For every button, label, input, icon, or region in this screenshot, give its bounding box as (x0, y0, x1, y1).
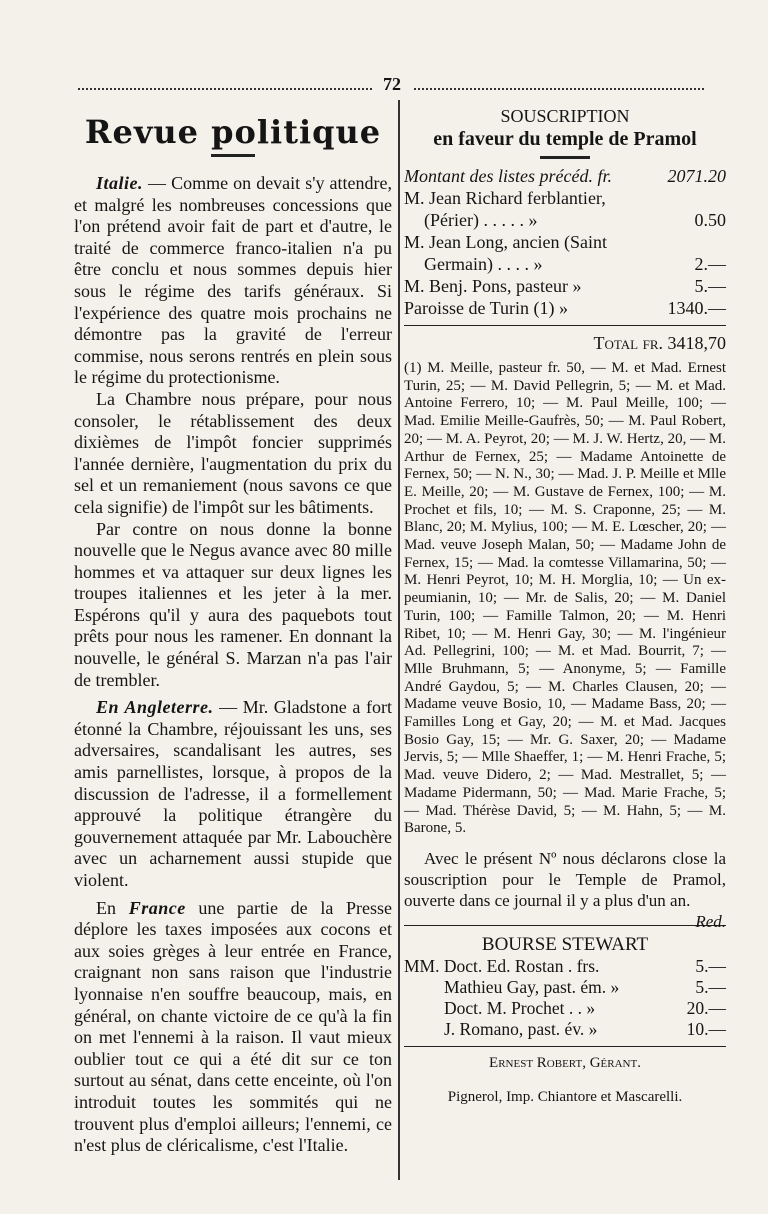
subscription-list (404, 165, 726, 319)
bourse-amount: 10.— (686, 1018, 726, 1039)
list-item (404, 275, 726, 297)
bourse-label: MM. Doct. Ed. Rostan . frs. (404, 955, 600, 976)
bourse-line (404, 998, 726, 1019)
bourse-line (404, 977, 726, 998)
printer-imprint: Pignerol, Imp. Chiantore et Mascarelli. (447, 1088, 683, 1105)
column-divider (398, 100, 400, 1180)
subscription-total (404, 332, 726, 354)
subscription-heading: SOUSCRIPTION (500, 106, 630, 126)
list-item (404, 165, 726, 187)
list-item (404, 297, 726, 319)
line-label: Germain) . . . . » (424, 254, 543, 274)
line-amount: 0.50 (694, 210, 726, 230)
line-label: Paroisse de Turin (1) » (404, 298, 569, 318)
paragraph-text: une partie de la Presse déplore les taxes imposées aux cocons et aux soies grèges à leur entrée en France, craignant non sans raison que l'industrie lyonnaise n'en souffre beaucoup, mais, en général, on chante victoire de ce qu'à la fin on met l'ennemi à la raison. Il vaut mieux oublier tout ce qui a été dit sur ce ton surtout au sénat, dans cette enceinte, où l'on introduit toutes les sommités qui ne trouvent plus d'emploi ailleurs; l'ennemi, ce n'est plus de cléricalisme, c'est l'Italie. (74, 897, 393, 1156)
title-rule (211, 154, 255, 157)
bourse-label: J. Romano, past. év. » (444, 1018, 598, 1039)
paragraph-text: — Mr. Gladstone a fort étonné la Chambre, réjouissant les uns, ses adversaires, scandalisant les autres, ses amis parnellistes, lorsque, à propos de la discussion de l'adresse, il a formellement approuvé la politique étrangère du gouvernement attaquée par Mr. Labouchère avec un acharnement aussi stupide que violent. (74, 697, 392, 890)
bourse-amount: 5.— (695, 976, 726, 997)
list-item (404, 253, 726, 275)
list-item (404, 231, 726, 253)
bourse-line (404, 1019, 726, 1040)
subscription-rule (540, 156, 590, 159)
right-column (404, 102, 726, 1107)
closing-notice (404, 848, 726, 931)
paragraph-lead: Italie. (96, 173, 143, 193)
line-label: M. Benj. Pons, pasteur » (404, 276, 582, 296)
line-amount: 5.— (694, 276, 726, 296)
paragraph-text: Par contre on nous donne la bonne nouvelle que le Negus avance avec 80 mille hommes et va attaquer sur deux lignes les troupes italiennes et les jeter à la mer. Espérons qu'il y aura des paquebots tout prêts pour nous les ramener. En donnant la nouvelle, le général S. Marzan n'a pas l'air de trembler. (74, 518, 392, 690)
closing-signature: Red. (695, 911, 726, 931)
total-label: Total fr. (593, 333, 663, 353)
bourse-amount: 5.— (695, 955, 726, 976)
bourse-line (404, 956, 726, 977)
bourse-label: Doct. M. Prochet . . » (444, 997, 596, 1018)
gerant-signature: Ernest Robert, Gérant. (489, 1054, 641, 1071)
paragraph-lead-pre: En (96, 897, 129, 918)
total-value: 3418,70 (667, 333, 726, 353)
line-amount: 2071.20 (667, 166, 726, 186)
line-label: M. Jean Long, ancien (Saint (404, 232, 607, 252)
section-title: Revue politique (84, 113, 382, 151)
total-rule (404, 325, 726, 326)
bourse-label: Mathieu Gay, past. ém. » (444, 976, 620, 997)
paragraph-text: La Chambre nous prépare, pour nous consoler, le rétablissement des deux dixièmes de l'impôt foncier supprimés l'année dernière, l'augmentation du prix du sel et un remaniement (nous savons ce que cela signifie) de l'impôt sur les bâtiments. (74, 388, 392, 517)
footnote: (1) M. Meille, pasteur fr. 50, — M. et Mad. Ernest Turin, 25; — M. David Pellegrin, 5; — M. et Mad. Antoine Ferrero, 10; — M. Paul Meille, 100; — Mad. Emilie Meille-Gaufrès, 50; — M. Paul Robert, 20; — M. A. Peyrot, 20; — M. J. W. Hertz, 20, — M. Arthur de Fernex, 25; — Madame Antoinette de Fernex, 50; — N. N., 30; — Mad. J. P. Meille et Mlle E. Meille, 20; — M. Gustave de Fernex, 100; — M. Prochet et fils, 10; — M. S. Craponne, 25; — M. Blanc, 20; M. Mylius, 100; — M. E. Lœscher, 20; — Mad. veuve Joseph Malan, 50; — Madame John de Fernex, 15; — Mad. la comtesse Villamarina, 50; — M. Henri Peyrot, 10; M. H. Morglia, 10; — Un ex-peumianin, 10; — Mr. de Salis, 20; — M. Daniel Turin, 100; — Famille Talmon, 20; — M. Henri Ribet, 10; — M. Henri Gay, 30; — M. l'ingénieur Ad. Pellegrini, 100; — M. et Mad. Bourrit, 7; — Mlle Bruhmann, 5; — Anonyme, 5; — Famille André Gaydou, 5; — M. Charles Clausen, 20; — Madame veuve Bosio, 10, — Madame Bass, 20; — Familles Long et Gay, 20; — M. et Mad. Jacques Bosio Gay, 15; — Mr. G. Saxer, 20; — Madame Jervis, 5; — Mlle Shaeffer, 1; — M. Henri Frache, 5; Mad. veuve Didero, 2; — Mad. Mestrallet, 5; — Madame Pidermann, 50; — Mad. Marie Frache, 5; — Mad. Thérèse David, 5; — M. Hahn, 5; — M. Barone, 5. (404, 360, 726, 837)
line-label: M. Jean Richard ferblantier, (404, 188, 606, 208)
line-label: (Périer) . . . . . » (424, 210, 538, 230)
bourse-amount: 20.— (686, 997, 726, 1018)
line-amount: 2.— (694, 254, 726, 274)
paragraph-angleterre (74, 697, 392, 891)
page-number: 72 (372, 74, 412, 95)
left-column (74, 102, 392, 1157)
paragraph-text: — Comme on devait s'y attendre, et malgré les nombreuses concessions que l'on prétend avoir fait de part et d'autre, le traité de commerce franco-italien n'a pu être conclu et nous sommes depuis hier sous le régime des tarifs généraux. Si l'expérience des quatre mois prochains ne démontre pas la gravité de l'erreur commise, nous serons rentrés en plein sous le régime du protectionisme. (74, 173, 392, 388)
paragraph-italie (74, 173, 392, 389)
closing-text: Avec le présent Nº nous déclarons close la souscription pour le Temple de Pramol, ouverte dans ce journal il y a plus d'un an. (404, 848, 726, 910)
paragraph-chambre (74, 389, 392, 519)
gerant-rule (404, 1046, 726, 1047)
paragraph-france (74, 898, 392, 1157)
paragraph-negus (74, 519, 392, 692)
list-item (404, 209, 726, 231)
list-item (404, 187, 726, 209)
line-label: Montant des listes précéd. fr. (404, 166, 612, 186)
line-amount: 1340.— (667, 298, 726, 318)
subscription-subheading: en faveur du temple de Pramol (433, 128, 697, 150)
paragraph-lead: France (128, 897, 186, 918)
bourse-heading: BOURSE STEWART (481, 933, 649, 955)
paragraph-lead: En Angleterre. (96, 697, 214, 718)
